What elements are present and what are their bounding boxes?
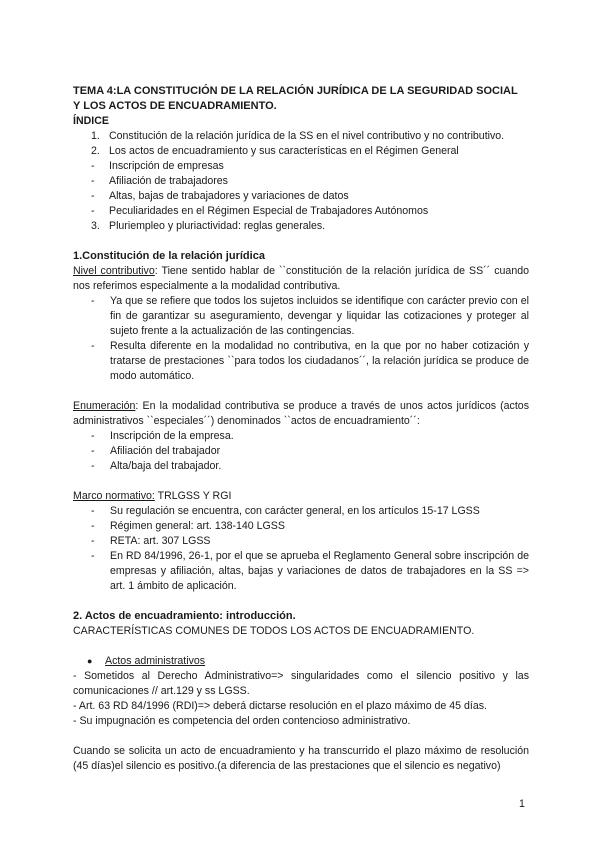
final-paragraph: Cuando se solicita un acto de encuadramiento y ha transcurrido el plazo máximo de resolución (45 días)el silencio es positivo.(a diferencia de las prestaciones que el silencio es negativo) xyxy=(73,745,529,772)
list-item: - Afiliación del trabajador xyxy=(91,444,529,459)
index-marker: - xyxy=(91,205,95,217)
actos-label: Actos administrativos xyxy=(105,655,206,667)
enum-bullets xyxy=(73,429,529,474)
index-heading: ÍNDICE xyxy=(73,115,109,127)
index-marker: - xyxy=(91,190,95,202)
enum-text: : En la modalidad contributiva se produce a través de unos actos jurídicos (actos administrativos ``especiales´´) denominados ``actos de encuadramiento´´: xyxy=(73,400,529,427)
list-item-text: RETA: art. 307 LGSS xyxy=(110,535,211,547)
title-line-1: TEMA 4:LA CONSTITUCIÓN DE LA RELACIÓN JURÍDICA DE LA SEGURIDAD SOCIAL xyxy=(73,85,518,97)
section2-line: - Su impugnación es competencia del orden contencioso administrativo. xyxy=(73,715,411,727)
list-item-text: Su regulación se encuentra, con carácter general, en los artículos 15-17 LGSS xyxy=(110,505,480,517)
page-content xyxy=(73,84,529,774)
list-item: - Régimen general: art. 138-140 LGSS xyxy=(91,519,529,534)
marco-label: Marco normativo: xyxy=(73,490,155,502)
nivel-text: : Tiene sentido hablar de ``constitución de la relación jurídica de SS´´ cuando nos referimos especialmente a la modalidad contributiva. xyxy=(73,265,530,292)
index-item xyxy=(91,219,529,234)
index-marker: - xyxy=(91,160,95,172)
index-item xyxy=(91,129,529,144)
nivel-bullets xyxy=(73,294,529,384)
section2-subheading: CARACTERÍSTICAS COMUNES DE TODOS LOS ACTOS DE ENCUADRAMIENTO. xyxy=(73,625,475,637)
section2-line: - Sometidos al Derecho Administrativo=> singularidades como el silencio positivo y las comunicaciones // art.129 y ss LGSS. xyxy=(73,670,529,697)
index-item xyxy=(91,174,529,189)
list-item-text: Resulta diferente en la modalidad no contributiva, en la que por no haber cotización y tratarse de prestaciones ``para todos los ciudadanos´´, la relación jurídica se produce de modo automático. xyxy=(110,340,529,382)
section2-line: - Art. 63 RD 84/1996 (RDI)=> deberá dictarse resolución en el plazo máximo de 45 días. xyxy=(73,700,487,712)
index-text: Altas, bajas de trabajadores y variaciones de datos xyxy=(109,190,349,202)
index-text: Constitución de la relación jurídica de la SS en el nivel contributivo y no contributivo. xyxy=(109,130,505,142)
index-marker: - xyxy=(91,175,95,187)
document-title xyxy=(73,84,529,114)
bullet-dot: ● xyxy=(87,656,93,666)
list-item: - En RD 84/1996, 26-1, por el que se aprueba el Reglamento General sobre inscripción de empresas y afiliación, altas, bajas y variaciones de datos de trabajadores en la SS => art. 1 ámbito de aplicación. xyxy=(91,550,529,592)
nivel-label: Nivel contributivo xyxy=(73,265,155,277)
index-marker: 1. xyxy=(91,130,100,142)
list-item-text: Afiliación del trabajador xyxy=(110,445,221,457)
index-item xyxy=(91,189,529,204)
index-text: Pluriempleo y pluriactividad: reglas generales. xyxy=(109,220,326,232)
actos-bullet xyxy=(73,654,529,669)
list-item: - Inscripción de la empresa. xyxy=(91,429,529,444)
list-item-text: Alta/baja del trabajador. xyxy=(110,460,222,472)
nivel-paragraph xyxy=(73,264,529,294)
title-line-2: Y LOS ACTOS DE ENCUADRAMIENTO. xyxy=(73,100,277,112)
marco-paragraph xyxy=(73,489,529,504)
section1-heading: 1.Constitución de la relación jurídica xyxy=(73,250,265,262)
enum-paragraph xyxy=(73,399,529,429)
list-item: - Su regulación se encuentra, con carácter general, en los artículos 15-17 LGSS xyxy=(91,504,529,519)
list-item: - Resulta diferente en la modalidad no contributiva, en la que por no haber cotización y tratarse de prestaciones ``para todos los ciudadanos´´, la relación jurídica se produce de modo automático. xyxy=(91,340,529,382)
index-text: Los actos de encuadramiento y sus características en el Régimen General xyxy=(109,145,459,157)
marco-bullets xyxy=(73,504,529,594)
index-text: Inscripción de empresas xyxy=(109,160,224,172)
list-item-text: Régimen general: art. 138-140 LGSS xyxy=(110,520,285,532)
marco-text: TRLGSS Y RGI xyxy=(154,490,232,502)
index-item xyxy=(91,204,529,219)
list-item: - Ya que se refiere que todos los sujetos incluidos se identifique con carácter previo con el fin de garantizar su aseguramiento, devengar y liquidar las cotizaciones y proteger al sujeto frente a la actualización de las contingencias. xyxy=(91,295,529,337)
index-text: Afiliación de trabajadores xyxy=(109,175,228,187)
list-item-text: Inscripción de la empresa. xyxy=(110,430,234,442)
index-marker: 3. xyxy=(91,220,100,232)
section2-heading: 2. Actos de encuadramiento: introducción. xyxy=(73,610,296,622)
list-item-text: En RD 84/1996, 26-1, por el que se aprueba el Reglamento General sobre inscripción de empresas y afiliación, altas, bajas y variaciones de datos de trabajadores en la SS => art. 1 ámbito de aplicación. xyxy=(110,550,529,592)
list-item-text: Ya que se refiere que todos los sujetos incluidos se identifique con carácter previo con el fin de garantizar su aseguramiento, devengar y liquidar las cotizaciones y proteger al sujeto frente a la actualización de las contingencias. xyxy=(110,295,529,337)
index-item xyxy=(91,144,529,159)
index-list xyxy=(73,129,529,234)
index-text: Peculiaridades en el Régimen Especial de Trabajadores Autónomos xyxy=(109,205,429,217)
page-number: 1 xyxy=(519,798,525,810)
list-item: - RETA: art. 307 LGSS xyxy=(91,534,529,549)
index-marker: 2. xyxy=(91,145,100,157)
enum-label: Enumeración xyxy=(73,400,136,412)
index-item xyxy=(91,159,529,174)
list-item: - Alta/baja del trabajador. xyxy=(91,459,529,474)
